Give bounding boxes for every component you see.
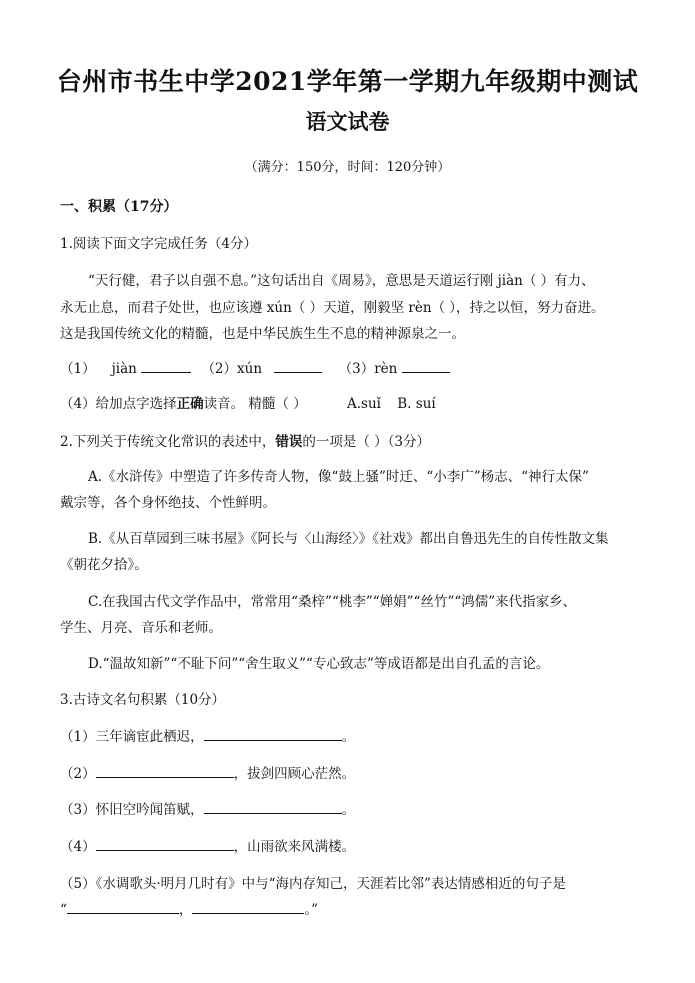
q1-sub4-post: 读音。 精髓（ ） xyxy=(203,396,307,412)
q1-paragraph-line: 永无止息，而君子处世，也应该遵 xún（ ）天道，刚毅坚 rèn（ ），持之以恒，努力奋进。 xyxy=(60,300,605,316)
q1-sub1-label: （1） xyxy=(60,361,96,377)
q3-s5-close-quote: 。” xyxy=(304,902,319,918)
answer-blank[interactable] xyxy=(204,801,342,814)
q2-heading-bold: 错误 xyxy=(275,434,303,450)
q3-s1-text: （1）三年谪宦此栖迟， xyxy=(60,729,204,745)
exam-info: （满分：150分，时间：120分钟） xyxy=(244,160,451,175)
option-b[interactable]: B. suí xyxy=(397,396,436,412)
section-heading: 一、积累（17分） xyxy=(60,199,178,215)
q3-s2-text: ，拔剑四顾心茫然。 xyxy=(233,766,356,782)
q1-subitems xyxy=(60,357,450,377)
q2-option-b-cont: 《朝花夕拾》。 xyxy=(60,557,148,573)
q3-item-2 xyxy=(60,762,355,782)
answer-blank[interactable] xyxy=(192,901,304,914)
question-3-heading: 3.古诗文名句积累（10分） xyxy=(60,692,226,708)
q2-option-a-cont: 戴宗等，各个身怀绝技、个性鲜明。 xyxy=(60,495,276,511)
answer-blank[interactable] xyxy=(67,901,179,914)
q2-heading-pre: 2.下列关于传统文化常识的表述中， xyxy=(60,434,276,450)
answer-blank[interactable] xyxy=(204,728,342,741)
question-2-heading xyxy=(60,430,430,450)
q2-option-d[interactable]: D.“温故知新”“不耻下问”“舍生取义”“专心致志”等成语都是出自孔孟的言论。 xyxy=(88,656,550,672)
q3-s3-end: 。 xyxy=(341,802,356,818)
q3-s3-text: （3）怀旧空吟闻笛赋， xyxy=(60,802,204,818)
exam-title: 台州市书生中学2021学年第一学期九年级期中测试 xyxy=(56,67,639,96)
q1-sub1-pinyin: jiàn xyxy=(111,361,137,377)
q2-option-b[interactable]: B.《从百草园到三味书屋》《阿长与〈山海经〉》《社戏》都出自鲁迅先生的自传性散文集 xyxy=(88,531,609,547)
answer-blank[interactable] xyxy=(96,838,234,851)
answer-blank[interactable] xyxy=(141,360,191,373)
q3-s5-open-quote: “ xyxy=(60,902,67,918)
question-1-heading: 1.阅读下面文字完成任务（4分） xyxy=(60,236,257,252)
q2-heading-post: 的一项是（ ）（3分） xyxy=(302,434,431,450)
q3-item-5-answer xyxy=(60,898,318,918)
q3-s5-comma: ， xyxy=(178,902,193,918)
q2-option-c[interactable]: C.在我国古代文学作品中，常常用“桑梓”“桃李”“婵娟”“丝竹”“鸿儒”来代指家乡、 xyxy=(88,594,577,610)
q1-paragraph-line: 这是我国传统文化的精髓，也是中华民族生生不息的精神源泉之一。 xyxy=(60,326,465,342)
q2-option-a[interactable]: A.《水浒传》中塑造了许多传奇人物，像“鼓上骚”时迁、“小李广”杨志、“神行太保” xyxy=(88,469,589,485)
q3-item-1 xyxy=(60,725,355,745)
exam-subject-title: 语文试卷 xyxy=(305,109,390,134)
q3-item-4 xyxy=(60,835,355,855)
q3-item-5: （5）《水调歌头·明月几时有》中与“海内存知己，天涯若比邻”表达情感相近的句子是 xyxy=(60,876,566,892)
q3-s4-label: （4） xyxy=(60,839,96,855)
option-a[interactable]: A.suǐ xyxy=(346,396,381,412)
answer-blank[interactable] xyxy=(274,360,322,373)
answer-blank[interactable] xyxy=(96,765,234,778)
q1-sub4-bold: 正确 xyxy=(176,396,204,412)
answer-blank[interactable] xyxy=(402,360,450,373)
q2-option-c-cont: 学生、月亮、音乐和老师。 xyxy=(60,620,222,636)
q1-sub2-label: （2）xún xyxy=(201,361,263,377)
q1-sub4-pre: （4）给加点字选择 xyxy=(60,396,177,412)
q3-item-3 xyxy=(60,798,355,818)
q1-sub3-label: （3）rèn xyxy=(338,361,398,377)
q1-sub4 xyxy=(60,392,436,412)
q3-s1-end: 。 xyxy=(341,729,356,745)
q3-s4-text: ，山雨欲来风满楼。 xyxy=(233,839,356,855)
q3-s2-label: （2） xyxy=(60,766,96,782)
q1-paragraph-line: “天行健，君子以自强不息。”这句话出自《周易》，意思是天道运行刚 jiàn（ ）有力、 xyxy=(88,273,595,289)
